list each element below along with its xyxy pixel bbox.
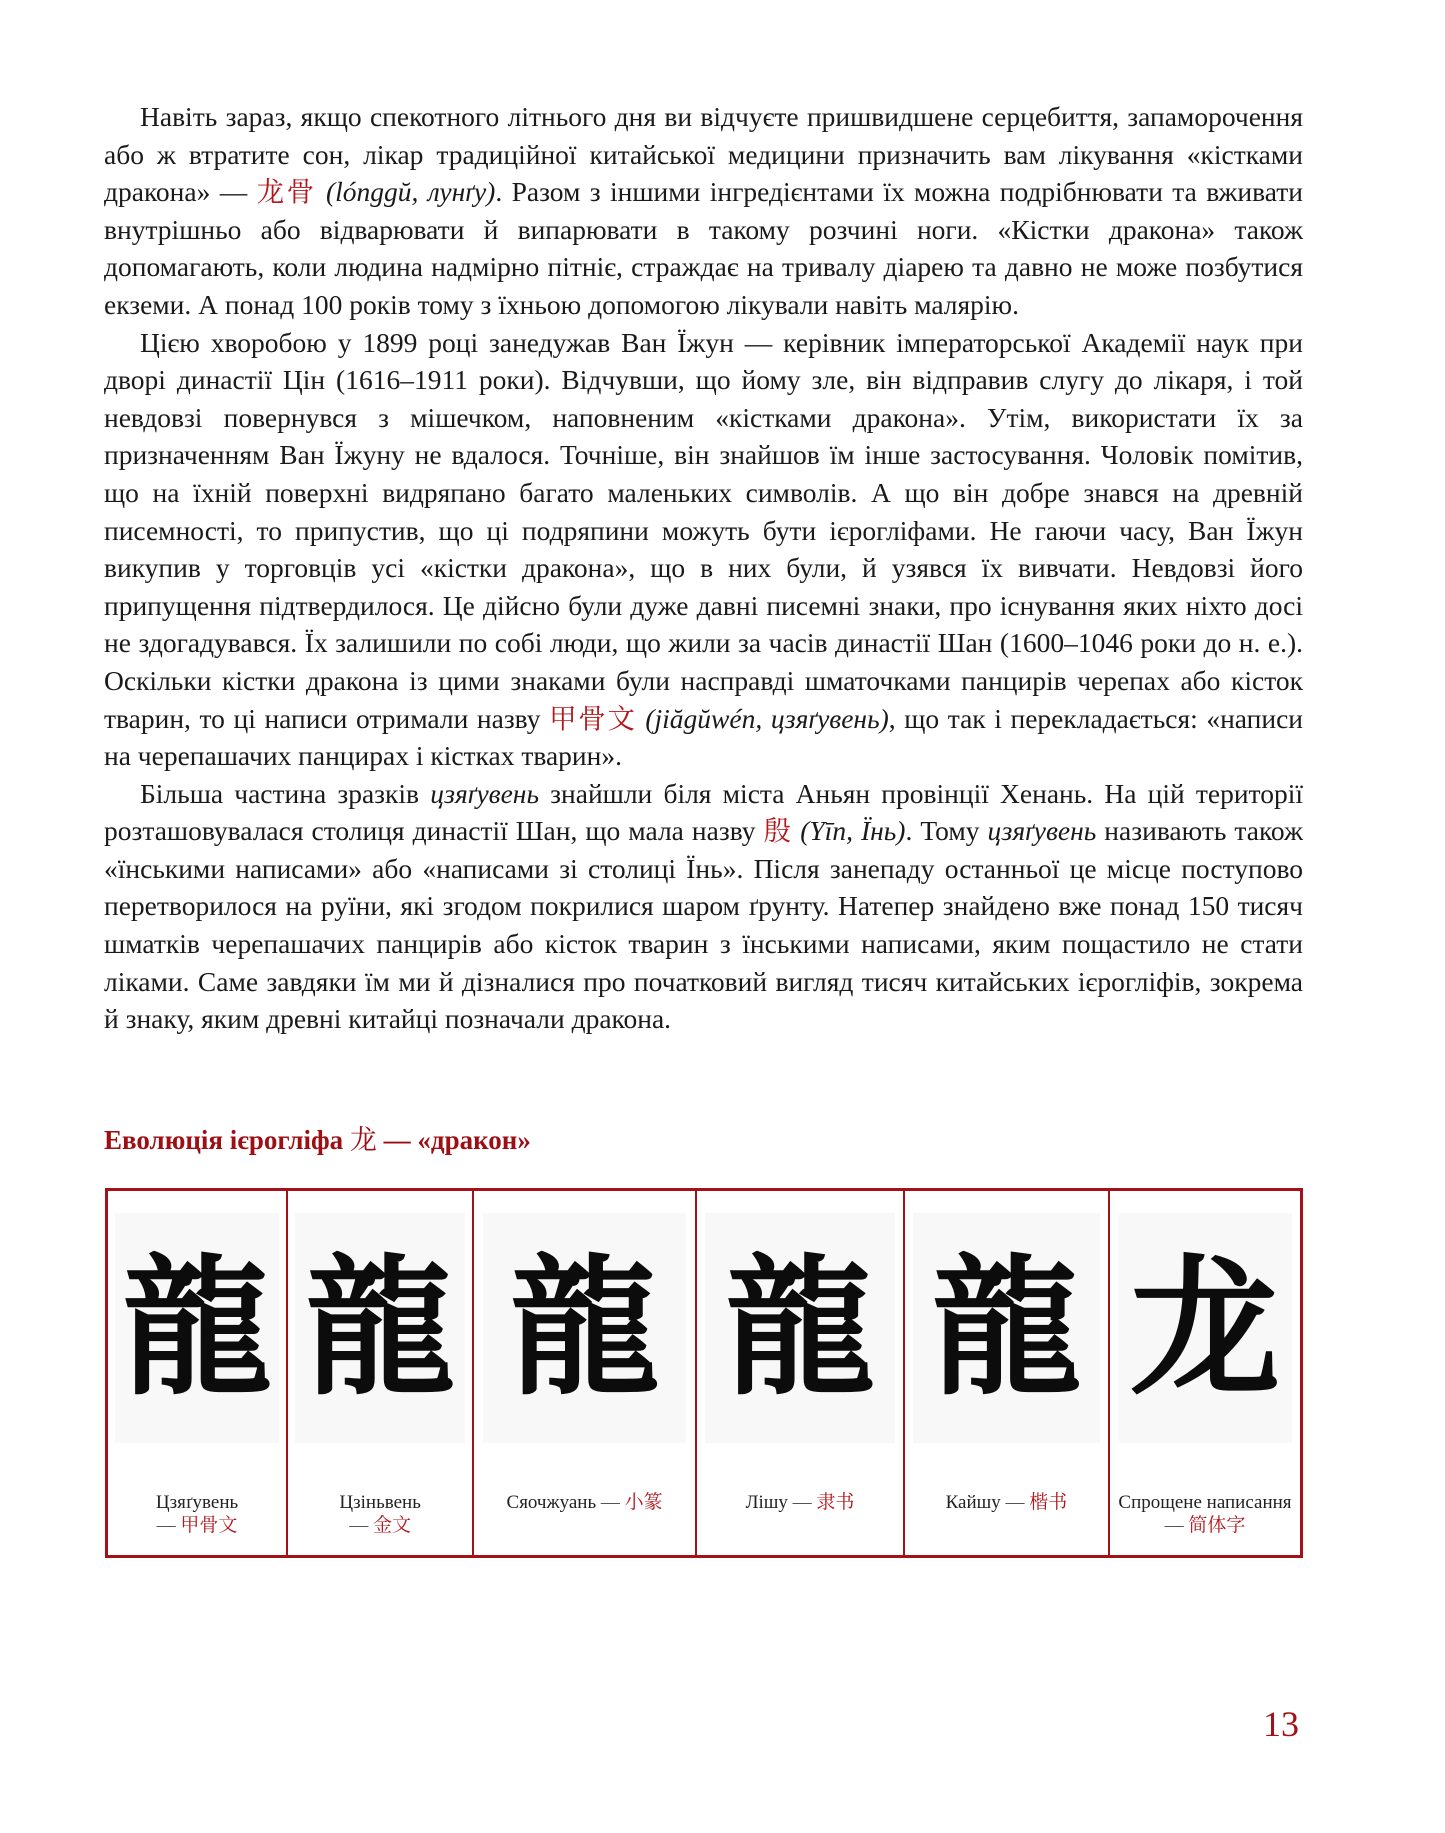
text-run: Навіть зараз, якщо спекотного літнього дня ви відчуєте пришвидшене серцебиття, запаморочення або ж втратите сон, лікар традиційної китайської медицини призначить вам лікування «кістками дракона» —	[104, 101, 1303, 208]
dragon-glyph: 龍	[724, 1240, 875, 1416]
transliteration: (Yīn, Їнь)	[792, 815, 906, 847]
section-heading	[104, 1118, 531, 1157]
script-caption	[288, 1491, 472, 1537]
script-name: Спрощене написання	[1118, 1492, 1292, 1513]
dragon-glyph: 龍	[122, 1240, 273, 1416]
evolution-cell	[697, 1191, 905, 1555]
chinese-term: 甲骨文	[549, 702, 637, 734]
text-run: , що так і перекладається: «написи на черепашачих панцирах і кістках тварин».	[104, 702, 1303, 772]
heading-text-after: — «дракон»	[376, 1125, 531, 1155]
script-name: Лішу	[745, 1492, 788, 1513]
transliteration: цзяґувень	[987, 815, 1097, 847]
script-name: Цзяґувень	[155, 1492, 239, 1513]
chinese-term: 殷	[763, 815, 793, 847]
caption-dash: —	[600, 1492, 620, 1513]
evolution-cell	[288, 1191, 474, 1555]
heading-han: 龙	[349, 1125, 377, 1155]
glyph-image	[115, 1213, 279, 1443]
caption-dash: —	[1005, 1492, 1025, 1513]
glyph-image	[483, 1213, 686, 1443]
script-caption	[108, 1491, 286, 1537]
heading-text-before: Еволюція ієрогліфа	[104, 1125, 350, 1155]
dragon-glyph: 龍	[509, 1240, 660, 1416]
dragon-glyph: 龍	[931, 1240, 1082, 1416]
transliteration: (jiăgŭwén, цзяґувень)	[636, 702, 889, 734]
caption-dash: —	[156, 1515, 176, 1536]
script-han: 隶书	[816, 1492, 855, 1513]
evolution-cell	[108, 1191, 288, 1555]
glyph-image	[295, 1213, 464, 1443]
script-han: 金文	[372, 1515, 411, 1536]
script-name: Цзіньвень	[339, 1492, 421, 1513]
character-evolution-table	[105, 1188, 1303, 1558]
script-name: Сяочжуань	[506, 1492, 597, 1513]
script-han: 小篆	[624, 1492, 663, 1513]
dragon-glyph: 龙	[1129, 1240, 1280, 1416]
paragraph	[104, 324, 1303, 775]
chinese-term: 龙骨	[256, 176, 317, 208]
text-run: називають також «їнськими написами» або «написами зі столиці Їнь». Після занепаду останньої це місце поступово перетворилося на руїни, які згодом покрилися шаром ґрунту. Натепер знайдено вже понад 150 тисяч шматків черепашачих панцирів або кісток тварин з їнськими написами, яким пощастило не стати ліками. Саме завдяки їм ми й дізналися про початковий вигляд тисяч китайських ієрогліфів, зокрема й знаку, яким древні китайці позначали дракона.	[104, 815, 1304, 1035]
transliteration: цзяґувень	[430, 777, 539, 809]
script-han: 简体字	[1188, 1515, 1246, 1536]
caption-dash: —	[792, 1492, 812, 1513]
evolution-cell	[905, 1191, 1110, 1555]
transliteration: (lónggŭ, лунґу)	[316, 176, 496, 208]
script-han: 楷书	[1029, 1492, 1068, 1513]
caption-dash: —	[1164, 1515, 1184, 1536]
glyph-image	[1118, 1213, 1293, 1443]
script-caption	[697, 1491, 903, 1514]
text-run: Більша частина зразків	[140, 777, 431, 809]
glyph-image	[705, 1213, 894, 1443]
script-caption	[905, 1491, 1108, 1514]
evolution-cell	[1110, 1191, 1300, 1555]
script-caption	[474, 1491, 695, 1514]
evolution-cell	[474, 1191, 697, 1555]
dragon-glyph: 龍	[305, 1240, 456, 1416]
glyph-image	[913, 1213, 1100, 1443]
text-run: Цією хворобою у 1899 році занедужав Ван Їжун — керівник імператорської Академії наук при дворі династії Цін (1616–1911 роки). Відчувши, що йому зле, він відправив слугу до лікаря, і той невдовзі повернувся з мішечком, наповненим «кістками дракона». Утім, використати їх за призначенням Ван Їжуну не вдалося. Точніше, він знайшов їм інше застосування. Чоловік помітив, що на їхній поверхні видряпано багато маленьких символів. А що він добре знався на древній писемності, то припустив, що ці подряпини можуть бути ієрогліфами. Не гаючи часу, Ван Їжун викупив у торговців усі «кістки дракона», що в них були, й узявся їх вивчати. Невдовзі його припущення підтвердилося. Це дійсно були дуже давні писемні знаки, про існування яких ніхто досі не здогадувався. Їх залишили по собі люди, що жили за часів династії Шан (1600–1046 роки до н. е.). Оскільки кістки дракона із цими знаками були насправді шматочками панцирів черепах або кісток тварин, то ці написи отримали назву	[104, 326, 1303, 734]
paragraph	[104, 775, 1303, 1038]
text-run: знайшли біля міста Аньян провінції Хенань. На цій території розташовувалася столиця династії Шан, що мала назву	[104, 777, 1303, 847]
paragraph	[104, 98, 1303, 324]
text-run: . Тому	[905, 815, 988, 847]
text-run: . Разом з іншими інгредієнтами їх можна подрібнювати та вживати внутрішньо або відварювати й випарювати в такому розчині ноги. «Кістки дракона» також допомагають, коли людина надмірно пітніє, страждає на тривалу діарею та давно не може позбутися екземи. А понад 100 років тому з їхньою допомогою лікували навіть малярію.	[104, 176, 1303, 320]
caption-dash: —	[349, 1515, 369, 1536]
script-name: Кайшу	[945, 1492, 1001, 1513]
page-number: 13	[1263, 1704, 1299, 1744]
script-han: 甲骨文	[180, 1515, 238, 1536]
body-text	[104, 98, 1303, 1038]
script-caption	[1110, 1491, 1300, 1537]
